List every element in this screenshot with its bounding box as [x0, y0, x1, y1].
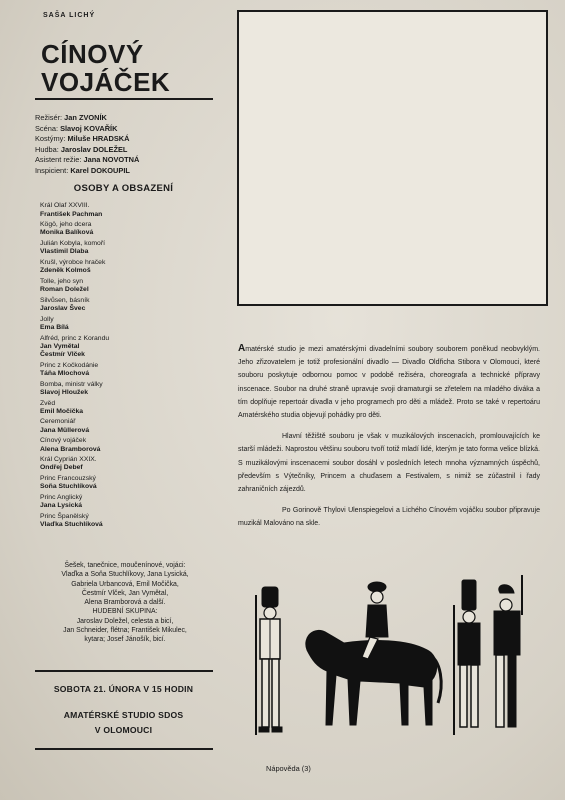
cast-actor: Jana Müllerová — [40, 426, 90, 434]
cast-actor: Monika Balíková — [40, 229, 94, 237]
date-rule-bottom — [35, 748, 213, 750]
article-paragraph-3: Po Gorinově Thylovi Ulenspiegelovi a Lichého Cínovém vojáčku soubor připravuje muzikál Malováno na skle. — [238, 507, 540, 528]
photo-placeholder — [237, 10, 548, 306]
cast-role: Tolle, jeho syn — [40, 277, 84, 285]
cast-role: Zvěd — [40, 399, 56, 407]
credit-row — [35, 155, 139, 166]
cast-role: Jolly — [40, 315, 54, 323]
extras-line: Gabriela Urbancová, Emil Močička, — [71, 580, 179, 588]
credit-label: Inspicient: — [35, 165, 69, 175]
extras-line: kytara; Josef Jánošík, bicí. — [84, 636, 166, 644]
cast-role: Krušl, výrobce hraček — [40, 258, 106, 266]
cast-actor: Ema Bílá — [40, 323, 69, 331]
credit-name: Karel DOKOUPIL — [70, 165, 130, 175]
cast-actor: Soňa Stuchlíková — [40, 483, 97, 491]
credit-row — [35, 134, 139, 145]
credit-row — [35, 166, 139, 177]
cast-role: Julián Kobyla, komoří — [40, 240, 105, 248]
cast-actor: Jaroslav Švec — [40, 305, 86, 313]
credits-list — [35, 113, 139, 177]
cast-role: Bomba, ministr války — [40, 380, 103, 388]
credit-name: Jana NOVOTNÁ — [83, 155, 140, 165]
credit-row — [35, 145, 139, 156]
title-line-2: VOJÁČEK — [41, 67, 171, 97]
cast-role: Král Olaf XXVIII. — [40, 202, 90, 210]
venue-line-1: AMATÉRSKÉ STUDIO SDOS — [63, 710, 184, 720]
dropcap: A — [238, 343, 246, 354]
credit-label: Kostýmy: — [35, 134, 66, 144]
cast-actor: Vlaďka Stuchlíková — [40, 521, 103, 529]
credit-label: Hudba: — [35, 144, 59, 154]
soldier-left — [256, 587, 282, 735]
extras-line: Vlaďka a Soňa Stuchlíkovy, Jana Lysická, — [61, 571, 189, 579]
cast-role: Princ Španělský — [40, 512, 89, 520]
credit-name: Jaroslav DOLEŽEL — [60, 144, 128, 154]
cast-list — [40, 200, 212, 529]
studio-article — [238, 342, 540, 539]
cast-role: Ceremoniář — [40, 418, 76, 426]
cast-actor: František Pachman — [40, 210, 103, 218]
credit-name: Jan ZVONÍK — [64, 113, 107, 122]
cast-role: Cínový vojáček — [40, 437, 87, 445]
extras-line: Jan Schneider, flétna; František Mikulec, — [63, 627, 187, 635]
play-title — [41, 40, 170, 96]
extras-line: Jaroslav Doležel, celesta a bicí, — [76, 617, 174, 625]
author-name: SAŠA LICHÝ — [43, 12, 96, 19]
credit-label: Scéna: — [35, 123, 59, 133]
date-rule-top — [35, 670, 213, 672]
cast-actor: Jana Lysická — [40, 502, 83, 510]
cast-actor: Táňa Mlochová — [40, 370, 90, 378]
cast-actor: Ondřej Debef — [40, 464, 83, 472]
extras-and-band — [35, 561, 215, 645]
cast-actor: Vlastimil Dlaba — [40, 248, 89, 256]
cast-actor: Alena Bramborová — [40, 445, 101, 453]
article-paragraph-2: Hlavní těžiště souboru je však v muzikálových inscenacích, promlouvajících ke starší mládeži. Naprostou většinu souboru tvoří totiž mladí lidé, kterým je tato forma velice blízká. S muzikálovými inscenacemi soubor dosáhl v posledních letech mnoha významných úspěchů, především s Výtečníky, Princem a chuďasem a Festivalem, s nimiž se zúčastnil i řady zahraničních zájezdů. — [238, 433, 540, 494]
cast-actor: Zdeněk Kolmoš — [40, 267, 91, 275]
cast-role: Alfréd, princ z Korandu — [40, 334, 110, 342]
cast-role: Král Cyprián XXIX. — [40, 456, 97, 464]
cast-role: Princ Anglický — [40, 493, 83, 501]
cast-actor: Slavoj Hloužek — [40, 388, 88, 396]
soldier-right-1 — [454, 580, 480, 735]
credit-name: Slavoj KOVAŘÍK — [60, 123, 118, 133]
cast-actor: Emil Močička — [40, 407, 84, 415]
credit-row — [35, 124, 139, 135]
cast-heading: OSOBY A OBSAZENÍ — [73, 183, 174, 194]
title-rule — [35, 98, 213, 100]
cast-role: Kögö, jeho dcera — [40, 221, 92, 229]
extras-line: Čestmír Vlček, Jan Vymětal, — [81, 589, 169, 597]
soldiers-and-horse-illustration — [232, 575, 546, 745]
credit-label: Asistent režie: — [35, 155, 82, 165]
credit-label: Režisér: — [35, 113, 63, 122]
cast-role: Princ Francouzský — [40, 475, 96, 483]
cast-actor: Jan Vymětal — [40, 342, 80, 350]
extras-line: Šešek, tanečnice, moučenínové, vojáci: — [64, 562, 186, 569]
show-date: SOBOTA 21. ÚNORA V 15 HODIN — [53, 684, 194, 694]
extras-line: Alena Bramborová a další. — [84, 599, 166, 607]
credit-row — [35, 113, 139, 124]
extras-line: HUDEBNÍ SKUPINA: — [92, 608, 158, 616]
page-footer: Nápověda (3) — [266, 764, 311, 773]
cast-actor: Čestmír Vlček — [40, 351, 85, 359]
cast-actor: Roman Doležel — [40, 286, 89, 294]
article-paragraph-1: Amatérské studio je mezi amatérskými divadelními soubory souborem poněkud neobvyklým. Jeho zřizovatelem je totiž profesionální divadlo — Divadlo Oldřicha Stibora v Olomouci, které souboru poskytuje odbornou pomoc v podobě režiséra, choreografa a technické přípravy inscenace. Soubor na druhé straně upravuje svoji dramaturgii se zřetelem na mladého diváka a tím doplňuje repertoár divadla v jeho programech pro děti a mládež. Proto se také v repertoáru Amatérského studia objevují pohádky pro děti. — [238, 343, 540, 420]
cast-role: Princ z Kočkodánie — [40, 361, 99, 369]
title-line-1: CÍNOVÝ — [41, 39, 144, 69]
cast-role: Silvůsen, básník — [40, 296, 90, 304]
venue-line-2: V OLOMOUCI — [94, 725, 153, 735]
soldier-right-2 — [494, 575, 522, 727]
credit-name: Miluše HRADSKÁ — [67, 134, 130, 144]
